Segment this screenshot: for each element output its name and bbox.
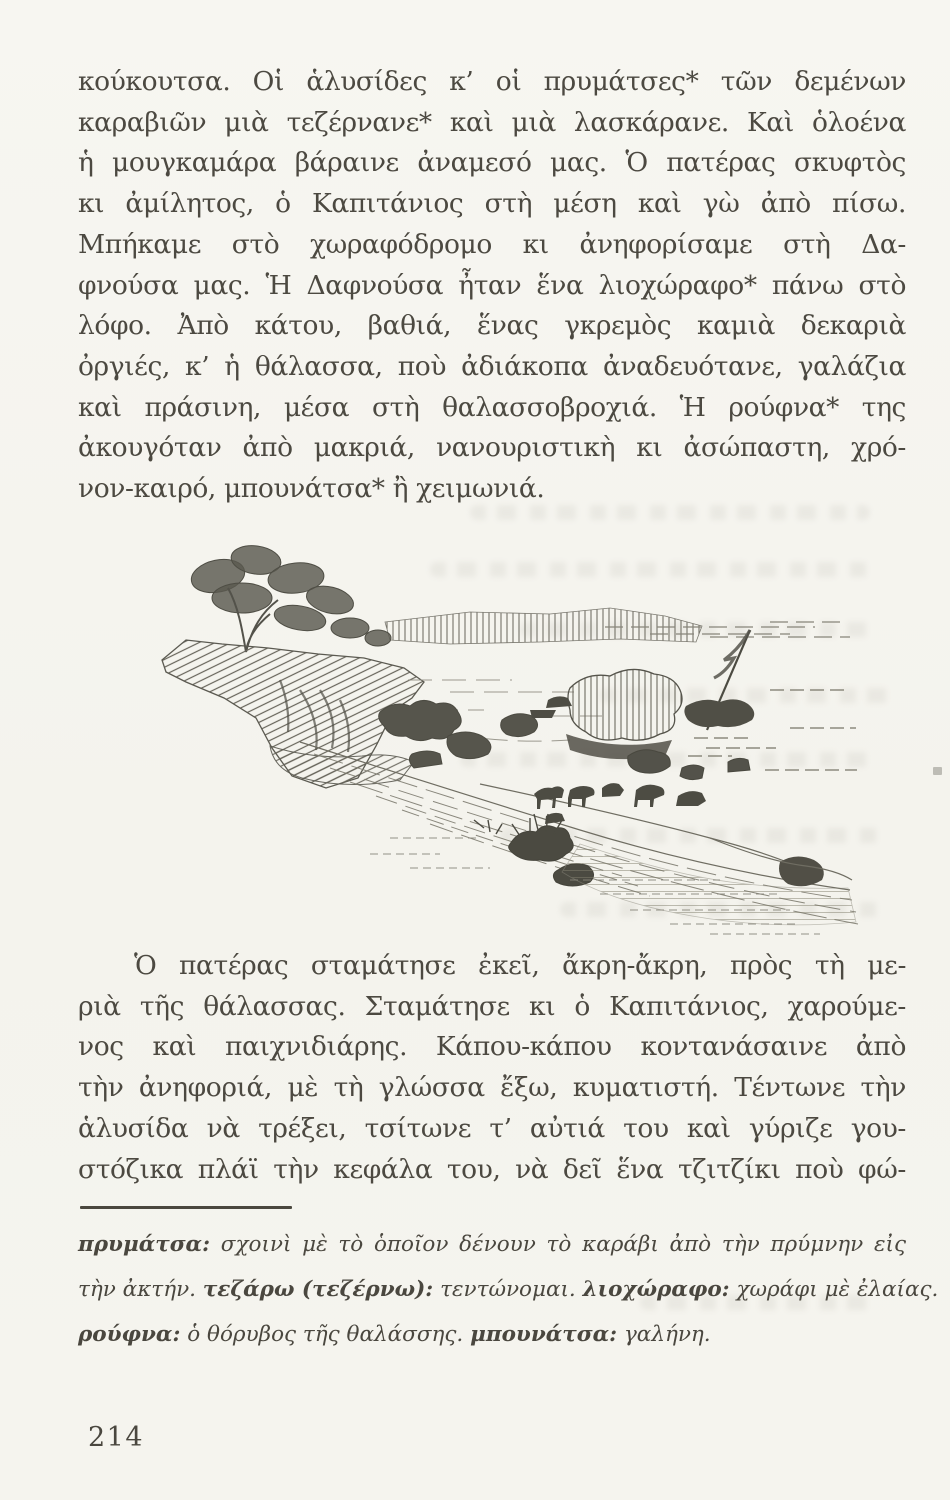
- footnote-definition: σχοινὶ μὲ τὸ ὁποῖον δένουν τὸ καράβι ἀπὸ τὴν πρύμνην εἰς: [220, 1232, 906, 1257]
- text-line: Μπήκαμε στὸ χωραφόδρομο κι ἀνηφορίσαμε στὴ Δα-: [78, 228, 906, 260]
- coastal-sketch-illustration: [150, 538, 865, 938]
- text-line: νον-καιρό, μπουνάτσα* ἢ χειμωνιά.: [78, 473, 545, 505]
- text-line: κι ἀμίλητος, ὁ Καπιτάνιος στὴ μέση καὶ γὼ ἀπὸ πίσω.: [78, 188, 906, 220]
- footnote-definition: τὴν ἀκτήν.: [78, 1277, 196, 1302]
- footnote-term: τεζάρω (τεζέρνω):: [202, 1277, 434, 1302]
- text-line: νος καὶ παιχνιδιάρης. Κάπου-κάπου κοντανάσαινε ἀπὸ: [78, 1031, 906, 1063]
- footnote-glossary: [78, 1222, 939, 1357]
- text-line: τὴν ἀνηφοριά, μὲ τὴ γλώσσα ἔξω, κυματιστή. Τέντωνε τὴν: [78, 1072, 906, 1104]
- text-line: ἀκουγόταν ἀπὸ μακριά, νανουριστικὴ κι ἀσώπαστη, χρό-: [78, 432, 906, 464]
- scan-artifact: [933, 767, 942, 775]
- footnote-definition: τεντώνομαι.: [440, 1277, 576, 1302]
- footnote-definition: χωράφι μὲ ἐλαίας.: [736, 1277, 939, 1302]
- text-line: φνούσα μας. Ἡ Δαφνούσα ἦταν ἕνα λιοχώραφο* πάνω στὸ: [78, 269, 906, 301]
- page-number: 214: [88, 1422, 145, 1453]
- footnote-definition: ὁ θόρυβος τῆς θαλάσσης.: [187, 1322, 464, 1347]
- footnote-definition: γαλήνη.: [623, 1322, 711, 1347]
- footnote-line: [78, 1312, 906, 1357]
- text-line: ριὰ τῆς θάλασσας. Σταμάτησε κι ὁ Καπιτάνιος, χαρούμε-: [78, 990, 906, 1022]
- footnote-term: πρυμάτσα:: [78, 1232, 211, 1257]
- footnote-line: [78, 1222, 906, 1267]
- paragraph-1: [78, 62, 906, 510]
- text-line: καὶ πράσινη, μέσα στὴ θαλασσοβροχιά. Ἡ ρούφνα* της: [78, 391, 906, 423]
- paragraph-2: [78, 946, 906, 1190]
- text-line: Ὁ πατέρας σταμάτησε ἐκεῖ, ἄκρη-ἄκρη, πρὸς τὴ με-: [134, 950, 906, 981]
- footnote-term: λιοχώραφο:: [582, 1277, 730, 1302]
- text-line: κούκουτσα. Οἱ ἁλυσίδες κ’ οἱ πρυμάτσες* τῶν δεμένων: [78, 66, 906, 97]
- footnote-line: [78, 1267, 939, 1312]
- text-line: στόζικα πλάϊ τὴν κεφάλα του, νὰ δεῖ ἕνα τζιτζίκι ποὺ φώ-: [78, 1153, 906, 1185]
- footnote-term: ρούφνα:: [78, 1322, 181, 1347]
- text-line: ὀργιές, κ’ ἡ θάλασσα, ποὺ ἀδιάκοπα ἀναδευότανε, γαλάζια: [78, 350, 906, 382]
- footnote-term: μπουνάτσα:: [470, 1322, 618, 1347]
- text-line: ἡ μουγκαμάρα βάραινε ἀναμεσό μας. Ὁ πατέρας σκυφτὸς: [78, 147, 906, 179]
- text-line: ἁλυσίδα νὰ τρέξει, τσίτωνε τ’ αὐτιά του καὶ γύριζε γου-: [78, 1112, 906, 1144]
- text-line: λόφο. Ἀπὸ κάτου, βαθιά, ἕνας γκρεμὸς καμιὰ δεκαριὰ: [78, 310, 906, 342]
- footnote-separator-rule: [80, 1206, 292, 1209]
- text-line: καραβιῶν μιὰ τεζέρνανε* καὶ μιὰ λασκάρανε. Καὶ ὁλοένα: [78, 106, 906, 138]
